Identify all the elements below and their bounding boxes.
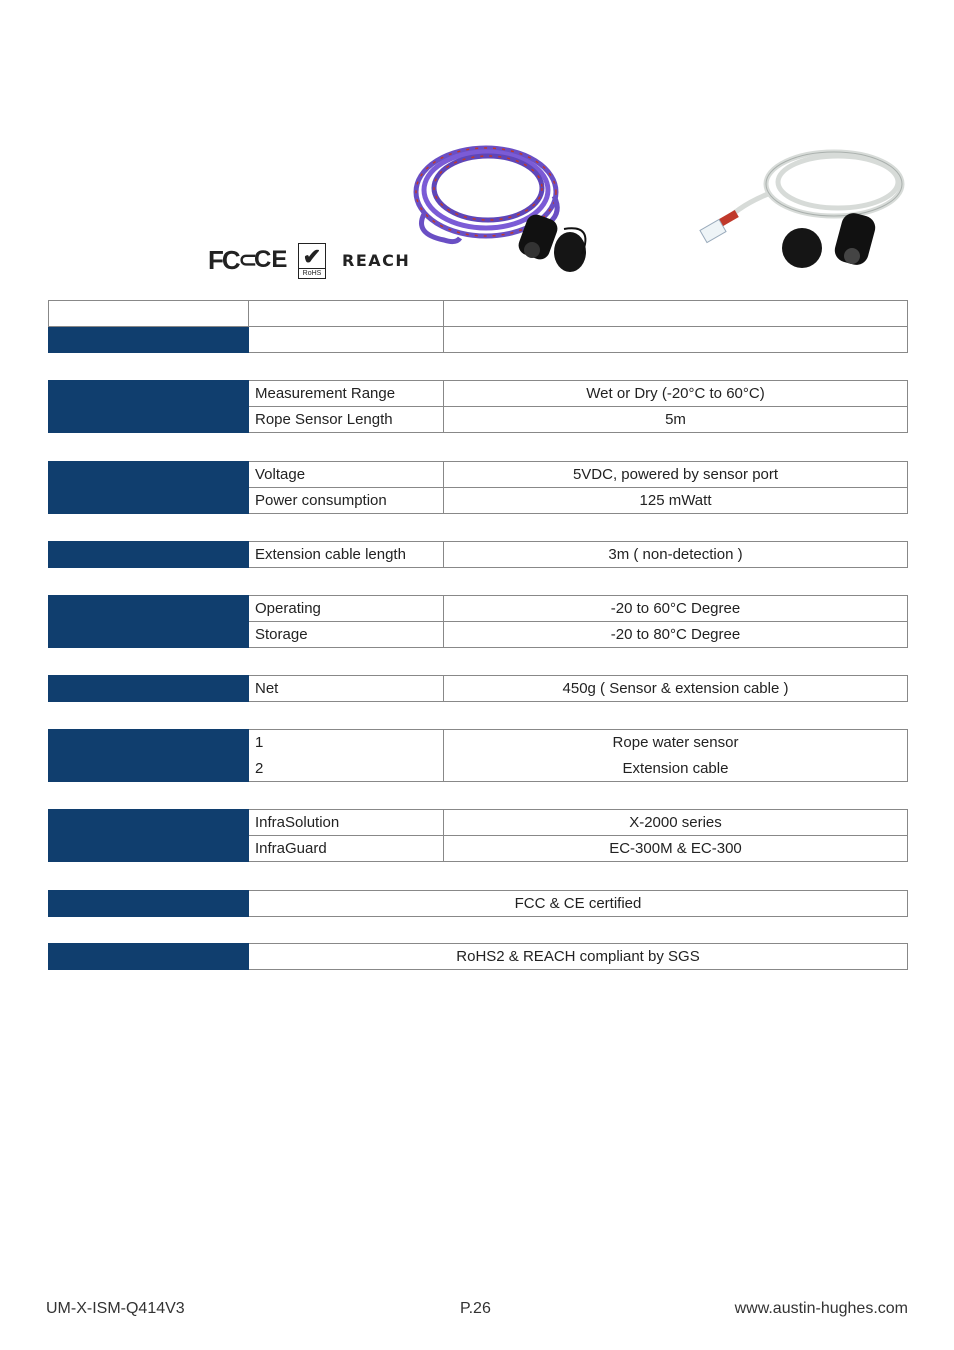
spec-name: Extension cable length	[249, 542, 444, 568]
spec-name: Voltage	[249, 462, 444, 488]
sensor-table	[48, 380, 908, 433]
fcc-logo: FC ⊂	[208, 244, 256, 275]
spec-name: Operating	[249, 596, 444, 622]
spec-value: FCC & CE certified	[249, 891, 908, 917]
ce-logo: CE	[254, 246, 288, 273]
reach-logo: REACH	[342, 250, 411, 270]
spec-value: EC-300M & EC-300	[444, 836, 908, 862]
spec-value: Rope water sensor	[444, 730, 908, 756]
spec-name: InfraSolution	[249, 810, 444, 836]
spec-name: Measurement Range	[249, 381, 444, 407]
check-icon: ✔	[302, 244, 322, 269]
spec-value: -20 to 60°C Degree	[444, 596, 908, 622]
power-table	[48, 461, 908, 514]
spec-value: 3m ( non-detection )	[444, 542, 908, 568]
spec-value: X-2000 series	[444, 810, 908, 836]
document-id: UM-X-ISM-Q414V3	[46, 1300, 185, 1317]
rope-sensor-image	[404, 134, 594, 280]
spec-name: 2	[249, 756, 444, 782]
spec-value: 125 mWatt	[444, 488, 908, 514]
weight-table	[48, 675, 908, 702]
rohs-logo: ✔ RoHS	[298, 243, 326, 279]
compliance-table	[48, 943, 908, 970]
spec-value: 5VDC, powered by sensor port	[444, 462, 908, 488]
page-number: P.26	[460, 1300, 491, 1317]
spec-name: Net	[249, 676, 444, 702]
spec-value: -20 to 80°C Degree	[444, 622, 908, 648]
temperature-table	[48, 595, 908, 648]
spec-name: Rope Sensor Length	[249, 407, 444, 433]
spec-value: RoHS2 & REACH compliant by SGS	[249, 944, 908, 970]
compatibility-table	[48, 809, 908, 862]
spec-name: Storage	[249, 622, 444, 648]
spec-value: 450g ( Sensor & extension cable )	[444, 676, 908, 702]
header-table	[48, 300, 908, 353]
cable-table	[48, 541, 908, 568]
spec-value: Wet or Dry (-20°C to 60°C)	[444, 381, 908, 407]
extension-cable-image	[698, 144, 908, 280]
spec-value: 5m	[444, 407, 908, 433]
spec-name: 1	[249, 730, 444, 756]
package-table	[48, 729, 908, 782]
certification-table	[48, 890, 908, 917]
website-link[interactable]: www.austin-hughes.com	[734, 1300, 908, 1317]
spec-name: InfraGuard	[249, 836, 444, 862]
spec-name: Power consumption	[249, 488, 444, 514]
spec-value: Extension cable	[444, 756, 908, 782]
